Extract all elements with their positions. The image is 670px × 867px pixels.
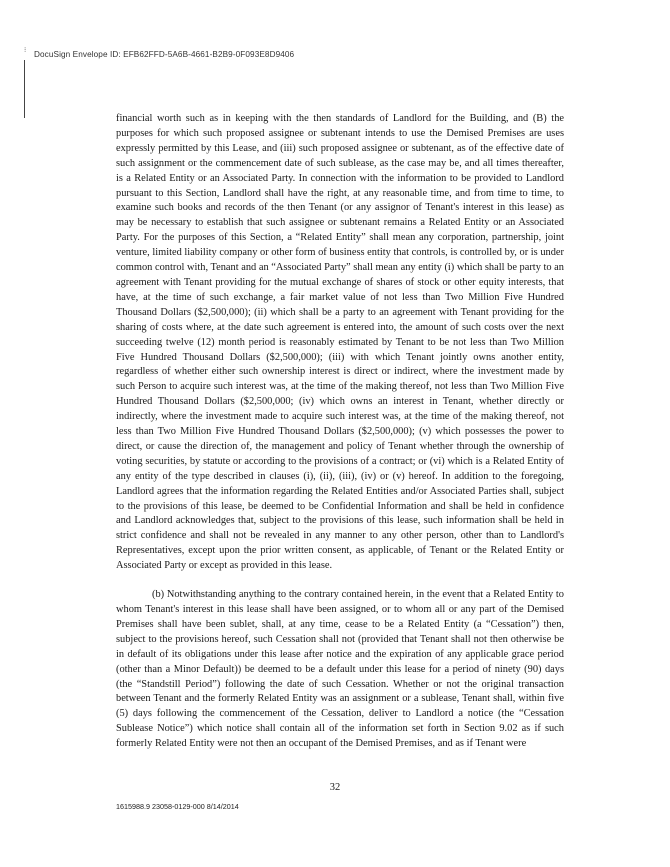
paragraph-continuation: financial worth such as in keeping with the then standards of Landlord for the Building, and (B) the purposes for which such proposed assignee or subtenant intends to use the Demised Premises are uses expressly permitted by this Lease, and (iii) such proposed assignee or subtenant, as of the effective date of such assignment or the commencement date of such sublease, as the case may be, and all times thereafter, is a Related Entity or an Associated Party. In connection with the information to be provided to Landlord pursuant to this Section, Landlord shall have the right, at any reasonable time, and from time to time, to examine such books and records of the then Tenant (or any assignor of Tenant's interest in this lease) as may be necessary to establish that such assignee or subtenant remains a Related Entity or an Associated Party. For the purposes of this Section, a “Related Entity” shall mean any corporation, partnership, joint venture, limited liability company or other form of business entity that controls, is controlled by, or is under common control with, Tenant and an “Associated Party” shall mean any entity (i) which shall be party to an agreement with Tenant providing for the mutual exchange of shares of stock or other equity interests, that have, at the time of such exchange, a fair market value of not less than Two Million Five Hundred Thousand Dollars ($2,500,000); (ii) which shall be a party to an agreement with Tenant providing for the sharing of costs where, at the date such agreement is entered into, the amount of such costs over the next succeeding twelve (12) month period is reasonably estimated by Tenant to be not less than Two Million Five Hundred Thousand Dollars ($2,500,000); (iii) with which Tenant jointly owns another entity, regardless of whether either such ownership interest is direct or indirect, where the investment made by such Person to acquire such interest was, at the time of the making thereof, not less than Two Million Five Hundred Thousand Dollars ($2,500,000; (iv) which owns an interest in Tenant, whether directly or indirectly, where the investment made to acquire such interest was, at the time of the making thereof, not less than Two Million Five Hundred Thousand Dollars ($2,500,000); (v) which possesses the power to direct, or cause the direction of, the management and policy of Tenant whether through the ownership of voting securities, by statute or according to the provisions of a contract; or (vi) which is a Related Entity of any entity of the type described in clauses (i), (ii), (iii), (iv) or (v) hereof. In addition to the foregoing, Landlord agrees that the information regarding the Related Entities and/or Associated Parties shall, subject to the provisions of this lease, be deemed to be Confidential Information and shall be held in confidence and Landlord acknowledges that, subject to the provisions of this lease, such information shall be held in strict confidence and shall not be revealed in any manner to any other person, other than to Landlord's Representatives, except upon the prior written consent, as applicable, of Tenant or the Related Entity or Associated Party or except as provided in this lease. — [116, 113, 564, 572]
document-body — [116, 112, 564, 752]
binder-mark: ⁝ — [24, 47, 27, 54]
paragraph-b: (b) Notwithstanding anything to the contrary contained herein, in the event that a Related Entity to whom Tenant's interest in this lease shall have been assigned, or to whom all or any part of the Demised Premises shall have been sublet, shall, at any time, cease to be a Related Entity (a “Cessation”) then, subject to the provisions hereof, such Cessation shall not (provided that Tenant shall not then otherwise be in default of its obligations under this lease after notice and the expiration of any applicable grace period (other than a Minor Default)) be deemed to be a default under this lease for a period of ninety (90) days (the “Standstill Period”) following the date of such Cessation. Whether or not the original transaction between Tenant and the formerly Related Entity was an assignment or a sublease, Tenant shall, within five (5) days following the commencement of the Cessation, deliver to Landlord a notice (the “Cessation Sublease Notice”) which notice shall contain all of the information set forth in Section 9.02 as if such formerly Related Entity were not then an occupant of the Demised Premises, and as if Tenant were — [116, 589, 564, 750]
margin-bar — [24, 60, 25, 118]
page-number: 32 — [329, 782, 341, 793]
docusign-envelope-id: DocuSign Envelope ID: EFB62FFD-5A6B-4661-B2B9-0F093E8D9406 — [34, 50, 295, 59]
document-id-footer: 1615988.9 23058-0129-000 8/14/2014 — [116, 802, 239, 811]
